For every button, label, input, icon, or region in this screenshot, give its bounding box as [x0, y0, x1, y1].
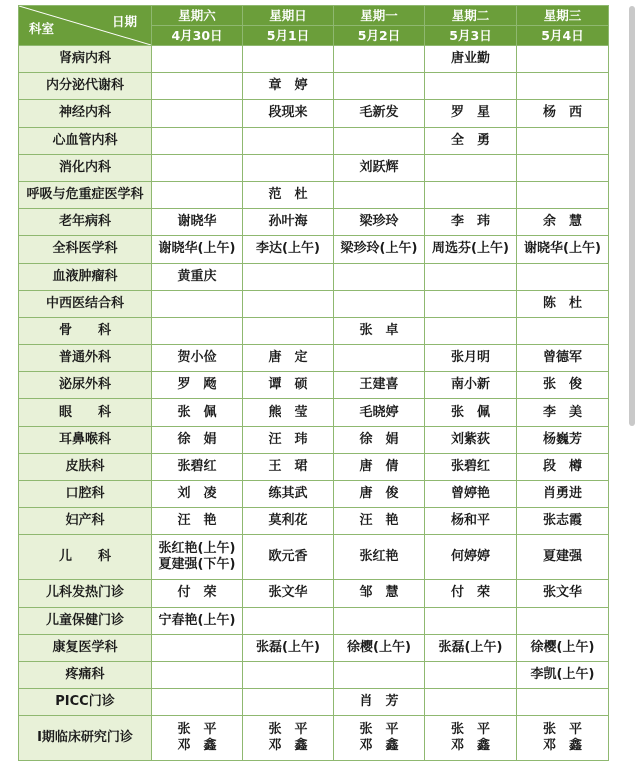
doctor-cell: 谢晓华	[152, 209, 243, 236]
doctor-cell	[517, 716, 609, 761]
header-corner	[19, 6, 152, 46]
doctor-cell: 莫利花	[243, 508, 334, 535]
doctor-cell-line: 邓 鑫	[450, 738, 490, 754]
doctor-cell	[517, 46, 609, 73]
doctor-cell-line: 张 平	[177, 722, 217, 738]
doctor-cell: 段 樽	[517, 453, 609, 480]
doctor-cell: 付 荣	[152, 580, 243, 607]
date-header: 5月2日	[334, 26, 425, 46]
weekday-header: 星期三	[517, 6, 609, 26]
doctor-cell: 周选芬(上午)	[425, 236, 517, 263]
dept-cell: 肾病内科	[19, 46, 152, 73]
doctor-cell: 徐樱(上午)	[334, 634, 425, 661]
dept-cell: 耳鼻喉科	[19, 426, 152, 453]
doctor-cell-line: 邓 鑫	[177, 738, 217, 754]
dept-cell: 中西医结合科	[19, 290, 152, 317]
doctor-cell	[425, 317, 517, 344]
table-row	[19, 372, 609, 399]
doctor-cell: 章 婷	[243, 73, 334, 100]
doctor-cell	[152, 127, 243, 154]
doctor-cell: 贺小俭	[152, 345, 243, 372]
doctor-cell: 全 勇	[425, 127, 517, 154]
date-header: 5月4日	[517, 26, 609, 46]
dept-label: 科室	[29, 21, 55, 36]
doctor-cell: 刘跃辉	[334, 154, 425, 181]
doctor-cell: 汪 玮	[243, 426, 334, 453]
doctor-cell: 徐 娟	[334, 426, 425, 453]
schedule-body	[19, 46, 609, 761]
doctor-cell: 唐 倩	[334, 453, 425, 480]
header-row-weekday	[19, 6, 609, 26]
doctor-cell: 张碧红	[152, 453, 243, 480]
doctor-cell	[152, 73, 243, 100]
table-row	[19, 181, 609, 208]
doctor-cell	[243, 263, 334, 290]
doctor-cell: 唐 俊	[334, 481, 425, 508]
doctor-cell: 梁珍玲(上午)	[334, 236, 425, 263]
doctor-cell	[425, 716, 517, 761]
dept-cell: 老年病科	[19, 209, 152, 236]
doctor-cell	[517, 73, 609, 100]
doctor-cell: 陈 杜	[517, 290, 609, 317]
doctor-cell: 练其武	[243, 481, 334, 508]
doctor-cell	[152, 716, 243, 761]
table-row	[19, 535, 609, 580]
doctor-cell	[243, 154, 334, 181]
doctor-cell	[152, 535, 243, 580]
doctor-cell	[152, 634, 243, 661]
date-header: 5月3日	[425, 26, 517, 46]
doctor-cell: 张磊(上午)	[425, 634, 517, 661]
doctor-cell: 谢晓华(上午)	[152, 236, 243, 263]
doctor-cell: 肖 芳	[334, 689, 425, 716]
doctor-cell: 南小新	[425, 372, 517, 399]
doctor-cell-line: 张 平	[268, 722, 308, 738]
doctor-cell: 邹 慧	[334, 580, 425, 607]
doctor-cell: 毛新发	[334, 100, 425, 127]
doctor-cell: 李 美	[517, 399, 609, 426]
doctor-cell: 孙叶海	[243, 209, 334, 236]
table-row	[19, 73, 609, 100]
doctor-cell: 罗 飏	[152, 372, 243, 399]
doctor-cell: 张文华	[243, 580, 334, 607]
doctor-cell: 王 珺	[243, 453, 334, 480]
doctor-cell-line: 张红艳(上午)	[158, 541, 236, 557]
table-row	[19, 100, 609, 127]
weekday-header: 星期二	[425, 6, 517, 26]
doctor-cell: 张文华	[517, 580, 609, 607]
doctor-cell: 刘紫荻	[425, 426, 517, 453]
schedule-table	[18, 5, 609, 761]
dept-cell: 儿科发热门诊	[19, 580, 152, 607]
doctor-cell	[425, 661, 517, 688]
doctor-cell: 宁春艳(上午)	[152, 607, 243, 634]
doctor-cell	[517, 263, 609, 290]
doctor-cell: 黄重庆	[152, 263, 243, 290]
doctor-cell-line: 张 平	[542, 722, 582, 738]
dept-cell: 康复医学科	[19, 634, 152, 661]
doctor-cell	[243, 317, 334, 344]
doctor-cell: 谢晓华(上午)	[517, 236, 609, 263]
doctor-cell: 范 杜	[243, 181, 334, 208]
doctor-cell	[152, 181, 243, 208]
doctor-cell	[243, 290, 334, 317]
dept-cell: 消化内科	[19, 154, 152, 181]
doctor-cell	[334, 73, 425, 100]
date-header: 5月1日	[243, 26, 334, 46]
doctor-cell	[334, 263, 425, 290]
table-row	[19, 317, 609, 344]
doctor-cell: 曾德军	[517, 345, 609, 372]
dept-cell: 眼 科	[19, 399, 152, 426]
doctor-cell	[425, 689, 517, 716]
dept-cell: 神经内科	[19, 100, 152, 127]
doctor-cell: 梁珍玲	[334, 209, 425, 236]
doctor-cell	[243, 716, 334, 761]
table-row	[19, 716, 609, 761]
dept-cell: 泌尿外科	[19, 372, 152, 399]
doctor-cell	[334, 46, 425, 73]
dept-cell: 皮肤科	[19, 453, 152, 480]
doctor-cell: 付 荣	[425, 580, 517, 607]
scrollbar-thumb[interactable]	[629, 6, 635, 426]
table-row	[19, 661, 609, 688]
doctor-cell: 杨和平	[425, 508, 517, 535]
doctor-cell: 毛晓婷	[334, 399, 425, 426]
doctor-cell: 徐樱(上午)	[517, 634, 609, 661]
doctor-cell	[334, 290, 425, 317]
doctor-cell	[334, 127, 425, 154]
table-row	[19, 399, 609, 426]
table-row	[19, 580, 609, 607]
doctor-cell: 余 慧	[517, 209, 609, 236]
doctor-cell	[425, 290, 517, 317]
table-row	[19, 46, 609, 73]
doctor-cell	[425, 263, 517, 290]
dept-cell: 内分泌代谢科	[19, 73, 152, 100]
doctor-cell	[425, 73, 517, 100]
date-label: 日期	[111, 14, 137, 29]
dept-cell: 儿 科	[19, 535, 152, 580]
doctor-cell	[425, 154, 517, 181]
doctor-cell: 熊 莹	[243, 399, 334, 426]
dept-cell: 全科医学科	[19, 236, 152, 263]
doctor-cell: 张碧红	[425, 453, 517, 480]
doctor-cell: 张 佩	[152, 399, 243, 426]
doctor-cell-line: 邓 鑫	[359, 738, 399, 754]
doctor-cell	[152, 317, 243, 344]
doctor-cell: 张 佩	[425, 399, 517, 426]
doctor-cell: 杨 西	[517, 100, 609, 127]
doctor-cell: 肖勇进	[517, 481, 609, 508]
doctor-cell	[517, 607, 609, 634]
doctor-cell: 罗 星	[425, 100, 517, 127]
doctor-cell: 李 玮	[425, 209, 517, 236]
doctor-cell	[334, 345, 425, 372]
table-row	[19, 689, 609, 716]
doctor-cell	[334, 716, 425, 761]
table-row	[19, 453, 609, 480]
doctor-cell	[517, 127, 609, 154]
doctor-cell: 张红艳	[334, 535, 425, 580]
dept-cell: I期临床研究门诊	[19, 716, 152, 761]
doctor-cell-line: 张 平	[359, 722, 399, 738]
doctor-cell: 张 卓	[334, 317, 425, 344]
dept-cell: 儿童保健门诊	[19, 607, 152, 634]
table-row	[19, 263, 609, 290]
doctor-cell: 张磊(上午)	[243, 634, 334, 661]
doctor-cell	[425, 181, 517, 208]
weekday-header: 星期日	[243, 6, 334, 26]
doctor-cell: 王建喜	[334, 372, 425, 399]
doctor-cell: 曾婷艳	[425, 481, 517, 508]
doctor-cell	[152, 689, 243, 716]
table-row	[19, 481, 609, 508]
table-row	[19, 345, 609, 372]
dept-cell: 普通外科	[19, 345, 152, 372]
dept-cell: 口腔科	[19, 481, 152, 508]
table-row	[19, 127, 609, 154]
table-row	[19, 634, 609, 661]
dept-cell: 疼痛科	[19, 661, 152, 688]
table-row	[19, 236, 609, 263]
doctor-cell	[152, 100, 243, 127]
doctor-cell: 刘 凌	[152, 481, 243, 508]
doctor-cell	[152, 46, 243, 73]
doctor-cell: 徐 娟	[152, 426, 243, 453]
doctor-cell: 夏建强	[517, 535, 609, 580]
doctor-cell: 张月明	[425, 345, 517, 372]
doctor-cell: 唐业勤	[425, 46, 517, 73]
doctor-cell: 欧元香	[243, 535, 334, 580]
doctor-cell	[152, 290, 243, 317]
doctor-cell: 李凯(上午)	[517, 661, 609, 688]
doctor-cell: 李达(上午)	[243, 236, 334, 263]
doctor-cell	[334, 607, 425, 634]
dept-cell: 妇产科	[19, 508, 152, 535]
doctor-cell	[517, 181, 609, 208]
table-row	[19, 607, 609, 634]
doctor-cell	[243, 661, 334, 688]
doctor-cell: 段现来	[243, 100, 334, 127]
doctor-cell	[334, 661, 425, 688]
dept-cell: 骨 科	[19, 317, 152, 344]
doctor-cell	[517, 317, 609, 344]
table-row	[19, 154, 609, 181]
dept-cell: PICC门诊	[19, 689, 152, 716]
doctor-cell-line: 邓 鑫	[542, 738, 582, 754]
doctor-cell: 汪 艳	[334, 508, 425, 535]
doctor-cell	[243, 127, 334, 154]
weekday-header: 星期一	[334, 6, 425, 26]
doctor-cell: 杨巍芳	[517, 426, 609, 453]
date-header: 4月30日	[152, 26, 243, 46]
doctor-cell	[517, 689, 609, 716]
doctor-cell	[243, 689, 334, 716]
schedule-wrapper	[18, 5, 608, 761]
doctor-cell: 张 俊	[517, 372, 609, 399]
doctor-cell: 张志霞	[517, 508, 609, 535]
table-row	[19, 209, 609, 236]
doctor-cell: 谭 硕	[243, 372, 334, 399]
doctor-cell: 唐 定	[243, 345, 334, 372]
doctor-cell	[334, 181, 425, 208]
doctor-cell	[152, 154, 243, 181]
doctor-cell	[152, 661, 243, 688]
dept-cell: 心血管内科	[19, 127, 152, 154]
weekday-header: 星期六	[152, 6, 243, 26]
doctor-cell: 汪 艳	[152, 508, 243, 535]
doctor-cell	[425, 607, 517, 634]
dept-cell: 血液肿瘤科	[19, 263, 152, 290]
dept-cell: 呼吸与危重症医学科	[19, 181, 152, 208]
doctor-cell-line: 夏建强(下午)	[158, 557, 236, 573]
doctor-cell	[517, 154, 609, 181]
doctor-cell	[243, 607, 334, 634]
doctor-cell-line: 邓 鑫	[268, 738, 308, 754]
table-row	[19, 508, 609, 535]
table-row	[19, 290, 609, 317]
doctor-cell	[243, 46, 334, 73]
table-row	[19, 426, 609, 453]
doctor-cell: 何婷婷	[425, 535, 517, 580]
doctor-cell-line: 张 平	[450, 722, 490, 738]
